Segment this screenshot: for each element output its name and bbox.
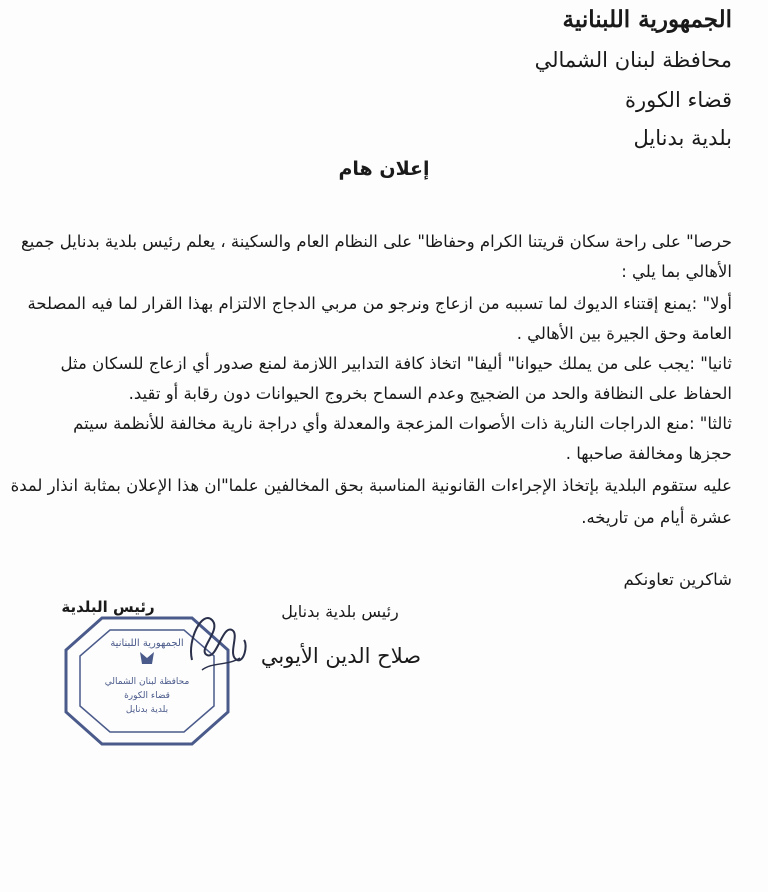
header-republic: الجمهورية اللبنانية [562, 6, 732, 33]
stamp-label: رئيس البلدية [61, 598, 155, 616]
body-line-3: أولا" :يمنع إقتناء الديوك لما تسببه من ازعاج ونرجو من مربي الدجاج الالتزام بهذا القرار لما فيه المصلحة [27, 294, 732, 313]
signatory-title: رئيس بلدية بدنايل [281, 602, 399, 621]
header-governorate: محافظة لبنان الشمالي [534, 48, 732, 72]
stamp-text-mid3: بلدية بدنايل [125, 705, 169, 715]
stamp-text-top: الجمهورية اللبنانية [110, 638, 184, 649]
body-line-5: ثانيا" :يجب على من يملك حيوانا" أليفا" اتخاذ كافة التدابير اللازمة لمنع صدور أي ازعاج للسكان مثل [60, 354, 732, 373]
body-line-9: عليه ستقوم البلدية بإتخاذ الإجراءات القانونية المناسبة بحق المخالفين علما"ان هذا الإعلان بمثابة انذار لمدة [10, 476, 732, 495]
body-line-8: حجزها ومخالفة صاحبها . [565, 444, 732, 463]
body-line-7: ثالثا" :منع الدراجات النارية ذات الأصوات المزعجة والمعدلة وأي دراجة نارية مخالفة للأنظمة سيتم [73, 414, 732, 433]
body-line-6: الحفاظ على النظافة والحد من الضجيج وعدم السماح بخروج الحيوانات دون رقابة أو تقيد. [128, 384, 732, 403]
body-line-2: الأهالي بما يلي : [621, 262, 732, 281]
handwritten-signature [182, 600, 252, 680]
body-line-4: العامة وحق الجيرة بين الأهالي . [516, 324, 732, 343]
signatory-name: صلاح الدين الأيوبي [260, 644, 422, 668]
closing-text: شاكرين تعاونكم [623, 570, 732, 589]
body-line-10: عشرة أيام من تاريخه. [581, 508, 732, 527]
document-title: إعلان هام [338, 158, 430, 180]
stamp-text-mid2: قضاء الكورة [124, 691, 170, 701]
body-line-1: حرصا" على راحة سكان قريتنا الكرام وحفاظا" على النظام العام والسكينة ، يعلم رئيس بلدية بدنايل جميع [20, 232, 732, 251]
stamp-text-mid1: محافظة لبنان الشمالي [104, 677, 190, 687]
header-municipality: بلدية بدنايل [633, 126, 732, 150]
cedar-emblem-icon [140, 652, 154, 664]
header-district: قضاء الكورة [624, 88, 732, 112]
